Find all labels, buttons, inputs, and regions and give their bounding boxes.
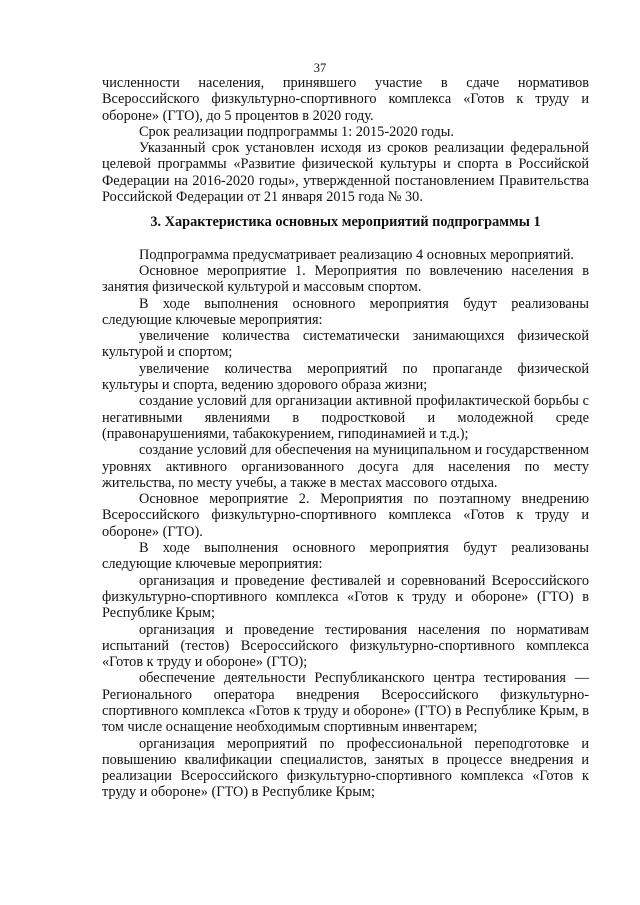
spacer: [102, 231, 589, 247]
paragraph: Основное мероприятие 2. Мероприятия по поэтапному внедрению Всероссийского физкультурно-спортивного комплекса «Готов к труду и обороне» (ГТО).: [102, 491, 589, 540]
paragraph-continuation: численности населения, принявшего участие в сдаче нормативов Всероссийского физкультурно-спортивного комплекса «Готов к труду и обороне» (ГТО), до 5 процентов в 2020 году.: [102, 75, 589, 124]
list-item: создание условий для организации активной профилактической борьбы с негативными явлениями в подростковой и молодежной среде (правонарушениями, табакокурением, гиподинамией и т.д.);: [102, 393, 589, 442]
paragraph: Подпрограмма предусматривает реализацию 4 основных мероприятий.: [139, 246, 574, 263]
list-item: увеличение количества систематически занимающихся физической культурой и спортом;: [102, 328, 589, 361]
document-body: [102, 75, 589, 801]
paragraph: В ходе выполнения основного мероприятия будут реализованы следующие ключевые мероприятия:: [102, 540, 589, 573]
spacer: [102, 205, 589, 214]
section-heading: 3. Характеристика основных мероприятий подпрограммы 1: [150, 214, 541, 231]
list-item: увеличение количества мероприятий по пропаганде физической культуры и спорта, ведению здорового образа жизни;: [102, 360, 589, 394]
paragraph: Основное мероприятие 1. Мероприятия по вовлечению населения в занятия физической культурой и массовым спортом.: [102, 262, 589, 296]
paragraph: В ходе выполнения основного мероприятия будут реализованы следующие ключевые мероприятия:: [102, 295, 589, 328]
list-item: организация и проведение фестивалей и соревнований Всероссийского физкультурно-спортивного комплекса «Готов к труду и обороне» (ГТО) в Республике Крым;: [102, 572, 589, 622]
paragraph-period: Срок реализации подпрограммы 1: 2015-2020 годы.: [139, 123, 454, 140]
list-item: создание условий для обеспечения на муниципальном и государственном уровнях активного организованного досуга для населения по месту жительства, по месту учебы, а также в местах массового отдыха.: [102, 442, 589, 491]
list-item: организация мероприятий по профессиональной переподготовке и повышению квалификации специалистов, занятых в процессе внедрения и реализации Всероссийского физкультурно-спортивного комплекса «Готов к труду и обороне» (ГТО) в Республике Крым;: [102, 735, 589, 801]
paragraph-period-basis: Указанный срок установлен исходя из сроков реализации федеральной целевой программы «Развитие физической культуры и спорта в Российской Федерации на 2016-2020 годы», утвержденной постановлением Правительства Российской Федерации от 21 января 2015 года № 30.: [102, 140, 589, 206]
page-number: 37: [313, 61, 327, 75]
list-item: организация и проведение тестирования населения по нормативам испытаний (тестов) Всероссийского физкультурно-спортивного комплекса «Готов к труду и обороне» (ГТО);: [102, 621, 589, 671]
list-item: обеспечение деятельности Республиканского центра тестирования — Регионального оператора внедрения Всероссийского физкультурно-спортивного комплекса «Готов к труду и обороне» (ГТО) в Республике Крым, в том числе оснащение необходимым спортивным инвентарем;: [102, 670, 589, 736]
